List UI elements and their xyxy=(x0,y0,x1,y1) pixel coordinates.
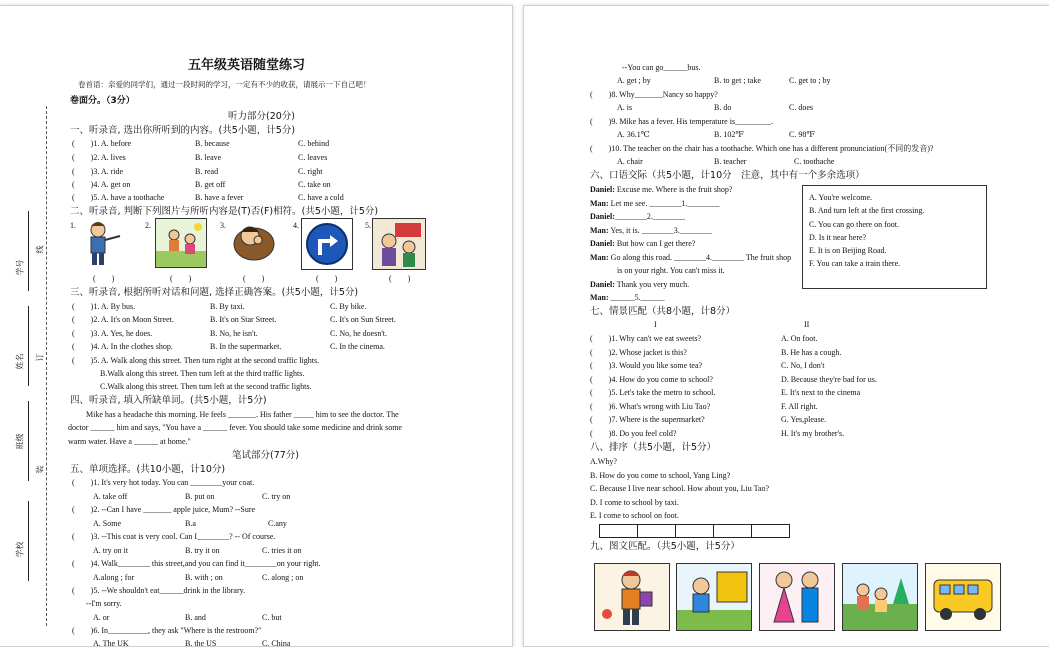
s5-q5-c: C. but xyxy=(262,613,282,622)
s1-q3: ( )3. A. ride xyxy=(72,167,124,176)
s3-q2-c: C. It's on Sun Street. xyxy=(330,315,396,324)
s5-q6-reply: --You can go______bus. xyxy=(622,63,701,72)
s1-q5-b: B. have a fever xyxy=(195,193,244,202)
s1-q1-c: C. behind xyxy=(298,139,330,148)
s2-answer-5[interactable]: ( ) xyxy=(389,274,411,283)
dialogue-line-1: Excuse me. Where is the fruit shop? xyxy=(614,185,733,194)
s3-q1: ( )1. A. By bus. xyxy=(72,302,136,311)
exam-page-right xyxy=(523,5,1049,647)
s5-q6-b: B. the US xyxy=(185,639,217,647)
s5-q6-a: A. The UK xyxy=(93,639,129,647)
s1-q5: ( )5. A. have a toothache xyxy=(72,193,165,202)
s3-q2-b: B. It's on Star Street. xyxy=(210,315,277,324)
s3-q5-c: C.Walk along this street. Then turn left at the second traffic lights. xyxy=(100,382,312,391)
speaker: Daniel: xyxy=(590,185,615,194)
kids-outdoor-icon xyxy=(842,563,918,631)
s7-col1-label: I xyxy=(654,320,657,329)
s3-q4-c: C. In the cinema. xyxy=(330,342,385,351)
s4-line1: Mike has a headache this morning. He feels _______. His father _____ him to see the doctor. The xyxy=(86,410,399,419)
s5-q3-c: C. tries it on xyxy=(262,546,302,555)
written-header: 笔试部分(77分) xyxy=(232,450,300,461)
dialogue-line-6: Go along this road. ________4.________ The fruit shop xyxy=(608,253,792,262)
s7-q5: ( )5. Let's take the metro to school. xyxy=(590,388,716,397)
speaker: Man: xyxy=(590,253,609,262)
s5-q2-b: B.a xyxy=(185,519,196,528)
s7-col2-label: II xyxy=(804,320,810,329)
boy-hand-cheek-icon xyxy=(228,218,280,266)
s5-q5-a: A. or xyxy=(93,613,110,622)
answer-cell[interactable] xyxy=(600,525,638,537)
s5-q3-a: A. try on it xyxy=(93,546,129,555)
section8-heading: 八、排序（共5小题，计5分） xyxy=(590,442,717,453)
s7-a7: G. Yes,please. xyxy=(781,415,827,424)
s5-q5-b: B. and xyxy=(185,613,206,622)
s7-q3: ( )3. Would you like some tea? xyxy=(590,361,703,370)
intro-text: 卷首语：亲爱的同学们，通过一段时间的学习，一定有不少的收获，请展示一下自己吧！ xyxy=(78,80,371,89)
s5-q2: ( )2. --Can I have _______ apple juice, Mum? --Sure xyxy=(72,505,256,514)
s5-q8-b: B. do xyxy=(714,103,732,112)
s5-q7-c: C. get to ; by xyxy=(789,76,831,85)
s5-q9: ( )9. Mike has a fever. His temperature is_________. xyxy=(590,117,774,126)
s3-q1-b: B. By taxi. xyxy=(210,302,245,311)
dialogue-line-9: ______5.______ xyxy=(608,293,665,302)
s1-q3-b: B. read xyxy=(195,167,219,176)
s3-q2: ( )2. A. It's on Moon Street. xyxy=(72,315,174,324)
s7-q6: ( )6. What's wrong with Liu Tao? xyxy=(590,402,711,411)
s5-q5: ( )5. --We shouldn't eat______drink in the library. xyxy=(72,586,246,595)
s5-q6-c: C. China xyxy=(262,639,291,647)
s7-q8: ( )8. Do you feel cold? xyxy=(590,429,677,438)
s5-q3: ( )3. --This coat is very cool. Can I________? -- Of course. xyxy=(72,532,276,541)
s6-options-box xyxy=(802,185,987,289)
dialogue-line-5: But how can I get there? xyxy=(614,239,696,248)
s1-q2-b: B. leave xyxy=(195,153,222,162)
s5-q9-c: C. 98℉ xyxy=(789,130,815,139)
side-label-class: 班级 xyxy=(15,433,25,450)
speaker: Daniel: xyxy=(590,239,615,248)
s7-q1: ( )1. Why can't we eat sweets? xyxy=(590,334,702,343)
s2-num-5: 5. xyxy=(365,221,371,230)
dialogue-line-8: Thank you very much. xyxy=(614,280,690,289)
section9-heading: 九、图文匹配。（共5小题，计5分） xyxy=(590,541,740,552)
s5-q1-c: C. try on xyxy=(262,492,291,501)
answer-cell[interactable] xyxy=(676,525,714,537)
s5-q1: ( )1. It's very hot today. You can ________your coat. xyxy=(72,478,255,487)
s5-q8-c: C. does xyxy=(789,103,813,112)
s1-q1: ( )1. A. before xyxy=(72,139,132,148)
s8-line-d: D. I come to school by taxi. xyxy=(590,498,679,507)
s6-option-d: D. Is it near here? xyxy=(809,233,867,242)
s3-q5-a: ( )5. A. Walk along this street. Then turn right at the second traffic lights. xyxy=(72,356,320,365)
s1-q2-c: C. leaves xyxy=(298,153,328,162)
s1-q4: ( )4. A. get on xyxy=(72,180,131,189)
s7-q7: ( )7. Where is the supermarket? xyxy=(590,415,705,424)
s6-option-c: C. You can go there on foot. xyxy=(809,220,899,229)
answer-cell[interactable] xyxy=(638,525,676,537)
s2-num-4: 4. xyxy=(293,221,299,230)
s5-q7-b: B. to get ; take xyxy=(714,76,761,85)
s2-answer-1[interactable]: ( ) xyxy=(93,274,115,283)
speaker: Daniel: xyxy=(590,280,615,289)
s6-option-a: A. You're welcome. xyxy=(809,193,872,202)
s6-option-f: F. You can take a train there. xyxy=(809,259,901,268)
s2-answer-3[interactable]: ( ) xyxy=(243,274,265,283)
s7-a4: D. Because they're bad for us. xyxy=(781,375,877,384)
neatness-score: 卷面分。（3分） xyxy=(70,96,135,106)
s7-a1: A. On foot. xyxy=(781,334,818,343)
s5-q4-b: B. with ; on xyxy=(185,573,223,582)
s3-q3-c: C. No, he doesn't. xyxy=(330,329,387,338)
listening-header: 听力部分(20分) xyxy=(228,111,296,122)
s8-line-a: A.Why? xyxy=(590,457,617,466)
s5-q10-b: B. teacher xyxy=(714,157,747,166)
s5-q10: ( )10. The teacher on the chair has a toothache. Which one has a different pronunciation(不同的发音)? xyxy=(590,144,934,153)
dialogue-line-3: ________2.________ xyxy=(614,212,685,221)
s3-q1-c: C. By bike. xyxy=(330,302,367,311)
answer-cell[interactable] xyxy=(714,525,752,537)
s1-q2: ( )2. A. lives xyxy=(72,153,126,162)
s1-q1-b: B. because xyxy=(195,139,230,148)
s5-q1-a: A. take off xyxy=(93,492,128,501)
s5-q9-a: A. 36.1℃ xyxy=(617,130,650,139)
s7-q4: ( )4. How do you come to school? xyxy=(590,375,713,384)
s8-answer-grid[interactable] xyxy=(599,524,790,538)
cartoon-scene-icon xyxy=(372,218,426,270)
speaker: Daniel: xyxy=(590,212,615,221)
s5-q5-reply: --I'm sorry. xyxy=(86,599,122,608)
s6-option-b: B. And turn left at the first crossing. xyxy=(809,206,925,215)
s5-q2-a: A. Some xyxy=(93,519,121,528)
s3-q4-b: B. In the supermarket. xyxy=(210,342,282,351)
s5-q8-a: A. is xyxy=(617,103,633,112)
section6-heading: 六、口语交际（共5小题，计10分 注意，其中有一个多余选项） xyxy=(590,170,865,181)
side-label-bind: 订 xyxy=(35,353,45,362)
s1-q5-c: C. have a cold xyxy=(298,193,344,202)
s5-q9-b: B. 102℉ xyxy=(714,130,744,139)
section2-heading: 二、听录音, 判断下列图片与所听内容是(T)否(F)相符。(共5小题，计5分) xyxy=(70,206,379,217)
page-title: 五年级英语随堂练习 xyxy=(188,58,306,73)
s2-num-2: 2. xyxy=(145,221,151,230)
s7-a6: F. All right. xyxy=(781,402,818,411)
s5-q10-c: C. toothache xyxy=(794,157,835,166)
s5-q4-a: A.along ; for xyxy=(93,573,135,582)
s1-q4-c: C. take on xyxy=(298,180,331,189)
boy-pointing-icon xyxy=(76,218,126,268)
side-label-school: 学校 xyxy=(15,541,25,558)
s6-option-e: E. It is on Beijing Road. xyxy=(809,246,887,255)
s1-q3-c: C. right xyxy=(298,167,323,176)
turn-right-sign-icon xyxy=(301,218,353,270)
s3-q5-b: B.Walk along this street. Then turn left at the third traffic lights. xyxy=(100,369,305,378)
section1-heading: 一、听录音, 选出你所听到的内容。(共5小题，计5分) xyxy=(70,125,296,136)
s4-line2: doctor ______ him and says, "You have a ______ fever. You should take some medicine and drink some xyxy=(68,423,402,432)
speaker: Man: xyxy=(590,226,609,235)
dialogue-line-4: Yes, it is. ________3.________ xyxy=(608,226,712,235)
s3-q3-b: B. No, he isn't. xyxy=(210,329,258,338)
s5-q4-c: C. along ; on xyxy=(262,573,304,582)
section7-heading: 七、情景匹配（共8小题，计8分） xyxy=(590,306,736,317)
school-bus-icon xyxy=(925,563,1001,631)
side-label-mount: 装 xyxy=(35,465,45,474)
s5-q8: ( )8. Why_______Nancy so happy? xyxy=(590,90,718,99)
s7-a8: H. It's my brother's. xyxy=(781,429,845,438)
dialogue-line-7: is on your right. You can't miss it. xyxy=(617,266,725,275)
s3-q3: ( )3. A. Yes, he does. xyxy=(72,329,153,338)
binding-line xyxy=(46,106,47,626)
s2-answer-4[interactable]: ( ) xyxy=(316,274,338,283)
s5-q4: ( )4. Walk________ this street,and you can find it________on your right. xyxy=(72,559,321,568)
s7-a5: E. It's next to the cinema xyxy=(781,388,861,397)
couple-costume-icon xyxy=(759,563,835,631)
s8-line-e: E. I come to school on foot. xyxy=(590,511,679,520)
s8-line-b: B. How do you come to school, Yang Ling? xyxy=(590,471,731,480)
s7-a3: C. No, I don't xyxy=(781,361,825,370)
speaker: Man: xyxy=(590,199,609,208)
s5-q1-b: B. put on xyxy=(185,492,215,501)
s5-q6: ( )6. In__________, they ask "Where is the restroom?" xyxy=(72,626,262,635)
side-label-student-no: 学号 xyxy=(15,259,25,276)
s2-answer-2[interactable]: ( ) xyxy=(170,274,192,283)
s2-num-3: 3. xyxy=(220,221,226,230)
s5-q2-c: C.any xyxy=(268,519,287,528)
s8-line-c: C. Because I live near school. How about you, Liu Tao? xyxy=(590,484,770,493)
s5-q3-b: B. try it on xyxy=(185,546,220,555)
boy-with-bag-icon xyxy=(594,563,670,631)
child-at-school-icon xyxy=(676,563,752,631)
s1-q4-b: B. get off xyxy=(195,180,226,189)
s7-a2: B. He has a cough. xyxy=(781,348,842,357)
answer-cell[interactable] xyxy=(752,525,789,537)
kids-playing-icon xyxy=(155,218,207,268)
s5-q10-a: A. chair xyxy=(617,157,643,166)
exam-page-left xyxy=(0,5,513,647)
section3-heading: 三、听录音, 根据所听对话和问题, 选择正确答案。(共5小题，计5分) xyxy=(70,287,359,298)
side-label-name: 姓名 xyxy=(15,353,25,370)
dialogue-line-2: Let me see. ________1.________ xyxy=(608,199,720,208)
s2-num-1: 1. xyxy=(70,221,76,230)
s5-q7-a: A. get ; by xyxy=(617,76,651,85)
s7-q2: ( )2. Whose jacket is this? xyxy=(590,348,687,357)
section4-heading: 四、听录音, 填入所缺单词。(共5小题，计5分) xyxy=(70,395,267,406)
side-label-line: 线 xyxy=(35,245,45,254)
s3-q4: ( )4. A. In the clothes shop. xyxy=(72,342,173,351)
s4-line3: warm water. Have a ______ at home." xyxy=(68,437,191,446)
section5-heading: 五、单项选择。(共10小题，计10分) xyxy=(70,464,226,475)
speaker: Man: xyxy=(590,293,609,302)
